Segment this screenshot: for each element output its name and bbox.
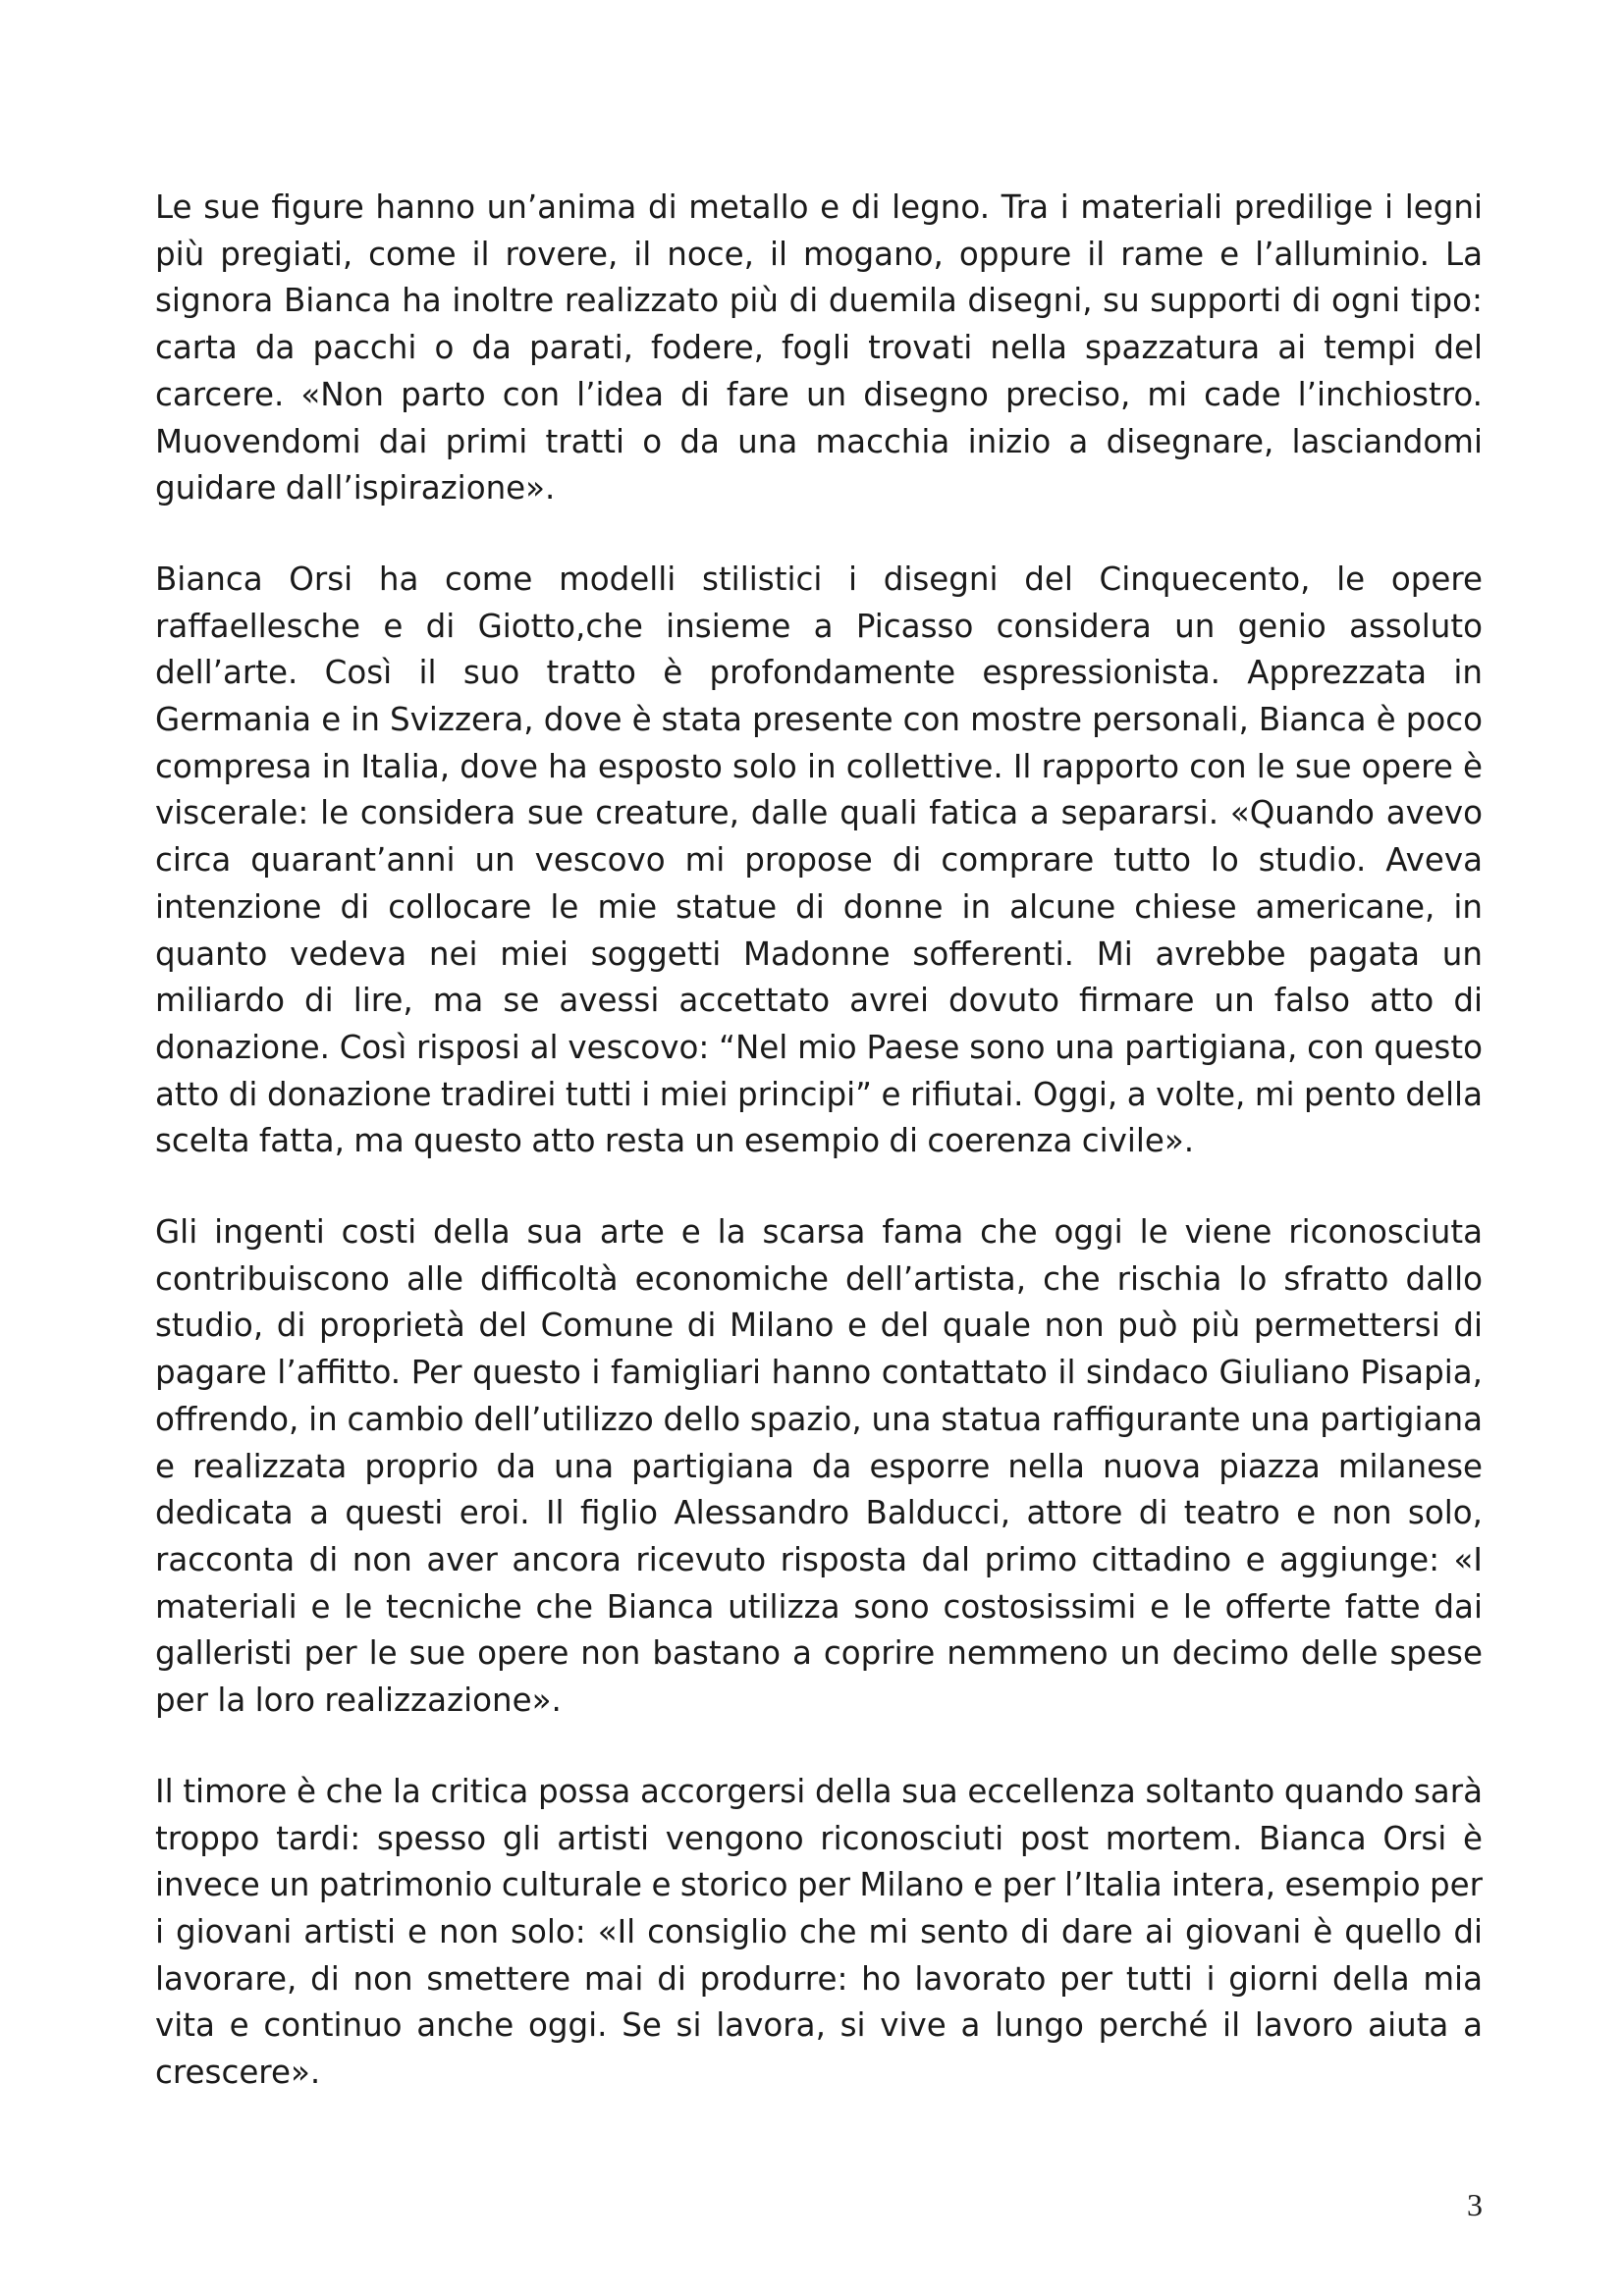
page-number: 3: [1467, 2187, 1483, 2222]
paragraph-3: Gli ingenti costi della sua arte e la scarsa fama che oggi le viene riconosciuta contribuiscono alle difficoltà economiche dell’artista, che rischia lo sfratto dallo studio, di proprietà del Comune di Milano e del quale non può più permettersi di pagare l’affitto. Per questo i famigliari hanno contattato il sindaco Giuliano Pisapia, offrendo, in cambio dell’utilizzo dello spazio, una statua raffigurante una partigiana e realizzata proprio da una partigiana da esporre nella nuova piazza milanese dedicata a questi eroi. Il figlio Alessandro Balducci, attore di teatro e non solo, racconta di non aver ancora ricevuto risposta dal primo cittadino e aggiunge: «I materiali e le tecniche che Bianca utilizza sono costosissimi e le offerte fatte dai galleristi per le sue opere non bastano a coprire nemmeno un decimo delle spese per la loro realizzazione».: [155, 1213, 1483, 1720]
paragraph-4: Il timore è che la critica possa accorgersi della sua eccellenza soltanto quando sarà troppo tardi: spesso gli artisti vengono riconosciuti post mortem. Bianca Orsi è invece un patrimonio culturale e storico per Milano e per l’Italia intera, esempio per i giovani artisti e non solo: «Il consiglio che mi sento di dare ai giovani è quello di lavorare, di non smettere mai di produrre: ho lavorato per tutti i giorni della mia vita e continuo anche oggi. Se si lavora, si vive a lungo perché il lavoro aiuta a crescere».: [155, 1772, 1483, 2092]
paragraph-2: Bianca Orsi ha come modelli stilistici i disegni del Cinquecento, le opere raffaellesche e di Giotto,che insieme a Picasso considera un genio assoluto dell’arte. Così il suo tratto è profondamente espressionista. Apprezzata in Germania e in Svizzera, dove è stata presente con mostre personali, Bianca è poco compresa in Italia, dove ha esposto solo in collettive. Il rapporto con le sue opere è viscerale: le considera sue creature, dalle quali fatica a separarsi. «Quando avevo circa quarant’anni un vescovo mi propose di comprare tutto lo studio. Aveva intenzione di collocare le mie statue di donne in alcune chiese americane, in quanto vedeva nei miei soggetti Madonne sofferenti. Mi avrebbe pagata un miliardo di lire, ma se avessi accettato avrei dovuto firmare un falso atto di donazione. Così risposi al vescovo: “Nel mio Paese sono una partigiana, con questo atto di donazione tradirei tutti i miei principi” e rifiutai. Oggi, a volte, mi pento della scelta fatta, ma questo atto resta un esempio di coerenza civile».: [155, 560, 1483, 1160]
document-body: [155, 185, 1483, 2141]
paragraph-1: Le sue figure hanno un’anima di metallo e di legno. Tra i materiali predilige i legni più pregiati, come il rovere, il noce, il mogano, oppure il rame e l’alluminio. La signora Bianca ha inoltre realizzato più di duemila disegni, su supporti di ogni tipo: carta da pacchi o da parati, fodere, fogli trovati nella spazzatura ai tempi del carcere. «Non parto con l’idea di fare un disegno preciso, mi cade l’inchiostro. Muovendomi dai primi tratti o da una macchia inizio a disegnare, lasciandomi guidare dall’ispirazione».: [155, 188, 1483, 507]
